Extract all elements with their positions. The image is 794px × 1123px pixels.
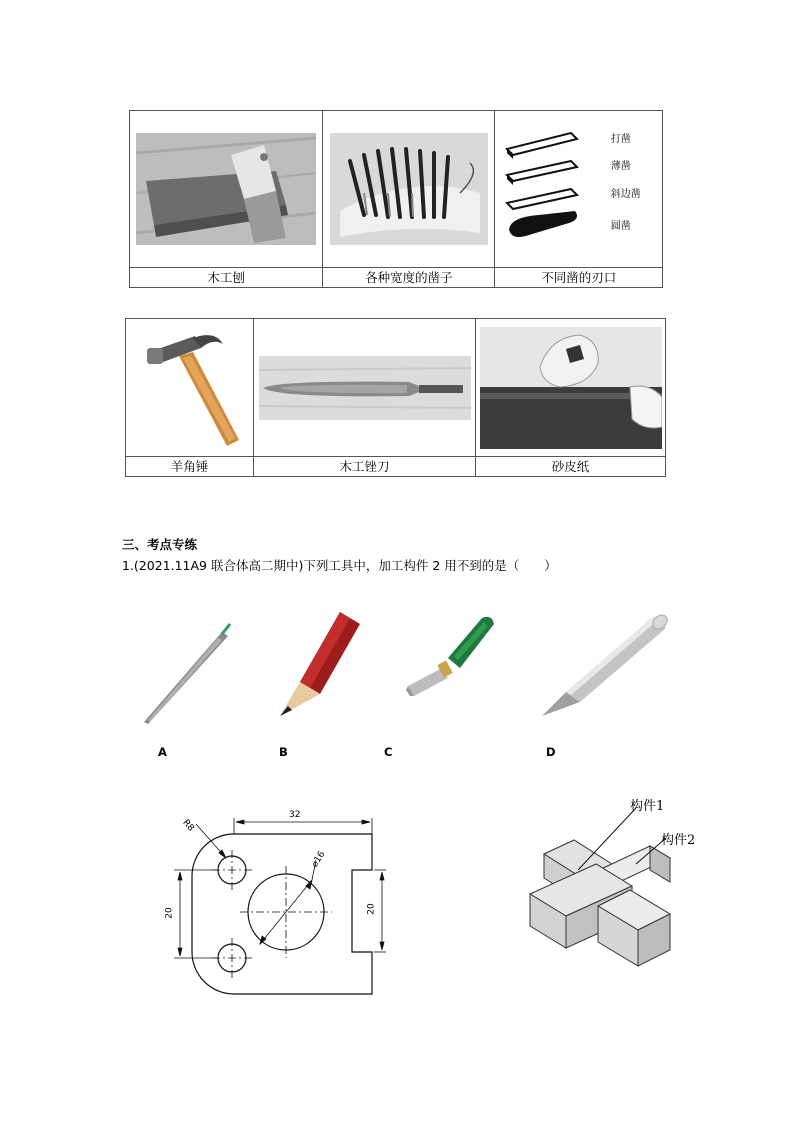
question-text: 1.(2021.11A9 联合体高二期中)下列工具中，加工构件 2 用不到的是（ ） <box>122 558 557 573</box>
section-heading: 三、考点专练 <box>122 537 198 552</box>
option-a-file-image <box>138 618 234 726</box>
option-a-label[interactable]: A <box>158 745 167 759</box>
option-c-label[interactable]: C <box>384 745 393 759</box>
hammer-photo-cell <box>126 319 254 457</box>
option-d-label[interactable]: D <box>546 745 556 759</box>
caption-chisel-edges: 不同凿的刃口 <box>495 268 663 288</box>
caption-file: 木工锉刀 <box>254 457 476 477</box>
chisels-photo-cell <box>323 111 495 268</box>
tools-table-2 <box>125 318 666 477</box>
chisels-set-image <box>330 133 488 245</box>
dim-radius-label: R8 <box>180 818 196 834</box>
dim-left-label: 20 <box>164 907 175 919</box>
edge-label-baozao: 薄凿 <box>610 161 631 172</box>
assembly-diagram <box>520 790 720 975</box>
edge-label-xiebianzao: 斜边凿 <box>610 189 641 200</box>
option-d-scriber-image <box>536 610 672 720</box>
option-b-pencil-image <box>270 610 366 720</box>
wood-file-image <box>259 356 471 420</box>
wood-plane-image <box>136 133 316 245</box>
edge-label-yuanzao: 圆凿 <box>610 221 631 232</box>
caption-sandpaper: 砂皮纸 <box>476 457 666 477</box>
edge-label-dazao: 打凿 <box>610 134 631 145</box>
dim-right-label: 20 <box>366 903 377 915</box>
sandpaper-image <box>480 327 662 449</box>
sandpaper-photo-cell <box>476 319 666 457</box>
chisel-edges-cell <box>495 111 663 268</box>
tools-table-1 <box>129 110 663 288</box>
caption-plane: 木工刨 <box>130 268 323 288</box>
part1-label: 构件1 <box>630 799 665 814</box>
chisel-edges-diagram <box>499 119 659 259</box>
claw-hammer-image <box>135 328 245 448</box>
plane-photo-cell <box>130 111 323 268</box>
dim-width-label: 32 <box>289 810 301 820</box>
part2-label: 构件2 <box>661 833 696 848</box>
file-photo-cell <box>254 319 476 457</box>
dim-diameter-label: ⌀16 <box>310 849 328 870</box>
technical-drawing <box>160 800 400 1005</box>
caption-chisels: 各种宽度的凿子 <box>323 268 495 288</box>
option-c-chisel-image <box>402 610 498 700</box>
caption-hammer: 羊角锤 <box>126 457 254 477</box>
option-b-label[interactable]: B <box>279 745 288 759</box>
